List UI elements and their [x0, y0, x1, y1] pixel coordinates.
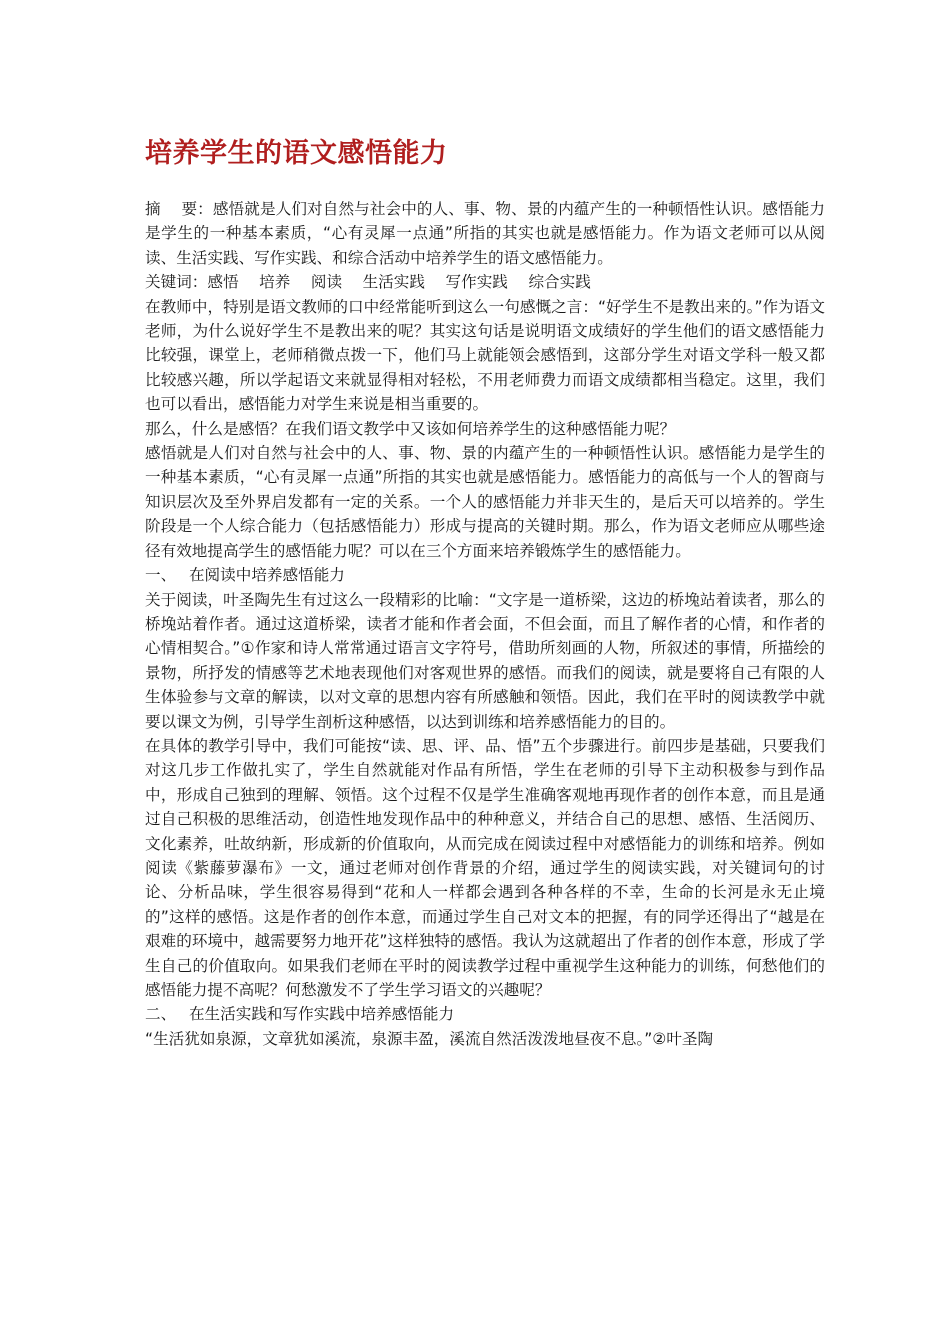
document-body [145, 197, 825, 1051]
keywords-line: 关键词：感悟 培养 阅读 生活实践 写作实践 综合实践 [145, 273, 591, 292]
body-paragraph: 感悟就是人们对自然与社会中的人、事、物、景的内蕴产生的一种顿悟性认识。感悟能力是学生的一种基本素质，“心有灵犀一点通”所指的其实也就是感悟能力。感悟能力的高低与一个人的智商与知识层次及至外界启发都有一定的关系。一个人的感悟能力并非天生的，是后天可以培养的。学生阶段是一个人综合能力（包括感悟能力）形成与提高的关键时期。那么，作为语文老师应从哪些途径有效地提高学生的感悟能力呢？可以在三个方面来培养锻炼学生的感悟能力。 [145, 444, 825, 560]
section-heading-practice: 二、 在生活实践和写作实践中培养感悟能力 [145, 1005, 455, 1024]
body-paragraph: 在教师中，特别是语文教师的口中经常能听到这么一句感慨之言：“好学生不是教出来的。”作为语文老师，为什么说好学生不是教出来的呢？其实这句话是说明语文成绩好的学生他们的语文感悟能力比较强，课堂上，老师稍微点拨一下，他们马上就能领会感悟到，这部分学生对语文学科一般又都比较感兴趣，所以学起语文来就显得相对轻松，不用老师费力而语文成绩都相当稳定。这里，我们也可以看出，感悟能力对学生来说是相当重要的。 [145, 297, 825, 414]
body-paragraph: 那么，什么是感悟？在我们语文教学中又该如何培养学生的这种感悟能力呢？ [145, 419, 676, 438]
document-title: 培养学生的语文感悟能力 [145, 138, 448, 169]
body-paragraph: 关于阅读，叶圣陶先生有过这么一段精彩的比喻：“文字是一道桥梁，这边的桥堍站着读者，那么的桥堍站着作者。通过这道桥梁，读者才能和作者会面，不但会面，而且了解作者的心情，和作者的心情相契合。”①作家和诗人常常通过语言文字符号，借助所刻画的人物，所叙述的事情，所描绘的景物，所抒发的情感等艺术地表现他们对客观世界的感悟。而我们的阅读，就是要将自己有限的人生体验参与文章的解读，以对文章的思想内容有所感触和领悟。因此，我们在平时的阅读教学中就要以课文为例，引导学生剖析这种感悟，以达到训练和培养感悟能力的目的。 [145, 590, 825, 731]
body-paragraph: “生活犹如泉源，文章犹如溪流，泉源丰盈，溪流自然活泼泼地昼夜不息。”②叶圣陶 [145, 1029, 714, 1048]
body-paragraph: 在具体的教学引导中，我们可能按“读、思、评、品、悟”五个步骤进行。前四步是基础，只要我们对这几步工作做扎实了，学生自然就能对作品有所悟，学生在老师的引导下主动积极参与到作品中，形成自己独到的理解、领悟。这个过程不仅是学生准确客观地再现作者的创作本意，而且是通过自己积极的思维活动，创造性地发现作品中的种种意义，并结合自己的思想、感悟、生活阅历、文化素养，吐故纳新，形成新的价值取向，从而完成在阅读过程中对感悟能力的训练和培养。例如阅读《紫藤萝瀑布》一文，通过老师对创作背景的介绍，通过学生的阅读实践，对关键词句的讨论、分析品味，学生很容易得到“花和人一样都会遇到各种各样的不幸，生命的长河是永无止境的”这样的感悟。这是作者的创作本意，而通过学生自己对文本的把握，有的同学还得出了“越是在艰难的环境中，越需要努力地开花”这样独特的感悟。我认为这就超出了作者的创作本意，形成了学生自己的价值取向。如果我们老师在平时的阅读教学过程中重视学生这种能力的训练，何愁他们的感悟能力提不高呢？何愁激发不了学生学习语文的兴趣呢？ [145, 736, 825, 999]
abstract-paragraph: 摘 要：感悟就是人们对自然与社会中的人、事、物、景的内蕴产生的一种顿悟性认识。感悟能力是学生的一种基本素质，“心有灵犀一点通”所指的其实也就是感悟能力。作为语文老师可以从阅读、生活实践、写作实践、和综合活动中培养学生的语文感悟能力。 [145, 200, 825, 267]
section-heading-reading: 一、 在阅读中培养感悟能力 [145, 566, 345, 585]
